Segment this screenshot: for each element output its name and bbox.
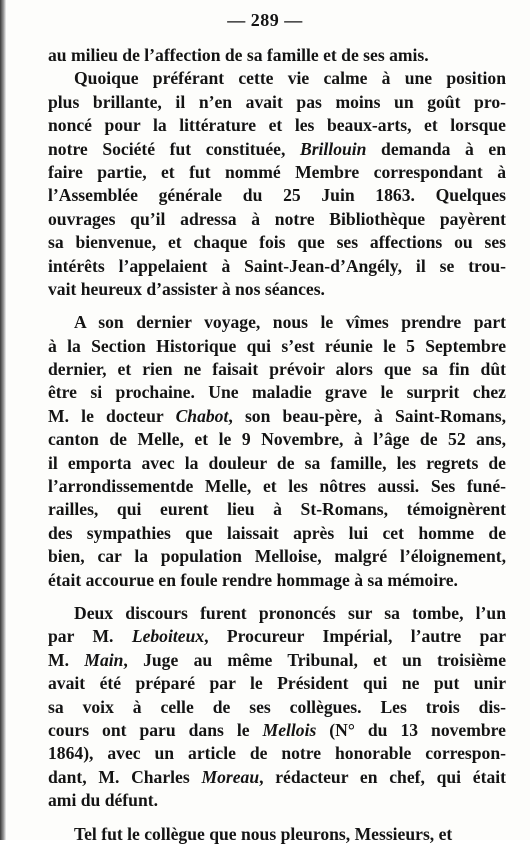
text-segment: (N° du 13 novembre [316, 719, 506, 740]
text-segment: il emporta avec la douleur de sa famille, les regrets de [48, 452, 506, 473]
text-segment: faire partie, et fut nommé Membre correspondant à [48, 161, 506, 182]
italic-name: Main [84, 649, 124, 670]
text-segment: Quoique préférant cette vie calme à une position [74, 68, 506, 89]
text-line [48, 67, 506, 90]
text-line [48, 672, 506, 695]
text-segment: était accourue en foule rendre hommage à sa mémoire. [48, 569, 458, 590]
text-line [48, 208, 506, 231]
text-line [48, 569, 506, 592]
text-segment: M. le docteur [48, 405, 176, 426]
text-line [48, 335, 506, 358]
text-line [48, 184, 506, 207]
text-line [48, 522, 506, 545]
text-segment: vait heureux d’assister à nos séances. [48, 278, 325, 299]
text-segment: noncé pour la littérature et les beaux-arts, et lorsque [48, 115, 506, 136]
text-line [48, 381, 506, 404]
text-segment: ami du défunt. [48, 790, 158, 811]
text-line [48, 231, 506, 254]
text-segment: au milieu de l’affection de sa famille et de ses amis. [48, 45, 429, 65]
italic-name: Brillouin [299, 138, 367, 159]
text-segment: demanda à en [366, 138, 506, 159]
text-segment: 1864), avec un article de notre honorable correspon- [48, 743, 506, 764]
italic-name: Moreau [201, 766, 260, 787]
text-line [48, 278, 506, 301]
text-segment: Deux discours furent prononcés sur sa tombe, l’un [74, 602, 506, 623]
text-segment: avait été préparé par le Président qui ne put unir [48, 673, 506, 694]
text-segment: M. [48, 649, 85, 670]
text-line [48, 696, 506, 719]
text-segment: railles, qui eurent lieu à St-Romans, témoignèrent [48, 499, 506, 520]
paragraph-gap [48, 592, 506, 602]
text-line [48, 823, 506, 846]
text-line [48, 452, 506, 475]
text-segment: plus brillante, il n’en avait pas moins un goût pro- [48, 91, 506, 112]
text-line [48, 91, 506, 114]
text-segment: dernier, et rien ne faisait prévoir alors que sa fin dût [48, 359, 506, 380]
text-segment: l’Assemblée générale du 25 Juin 1863. Quelques [48, 185, 506, 206]
text-line [48, 625, 506, 648]
italic-name: Leboiteux [131, 626, 205, 647]
text-line [48, 475, 506, 498]
text-line [48, 255, 506, 278]
text-segment: être si prochaine. Une maladie grave le surprit chez [48, 382, 506, 403]
text-line [48, 545, 506, 568]
text-line [48, 428, 506, 451]
text-line [48, 358, 506, 381]
text-segment: l’arrondissementde Melle, et les nôtres aussi. Ses funé- [48, 476, 506, 497]
text-segment: bien, car la population Melloise, malgré l’éloignement, [48, 546, 506, 567]
text-line [48, 405, 506, 428]
text-line [48, 602, 506, 625]
italic-name: Chabot [175, 405, 229, 426]
italic-name: Mellois [262, 719, 317, 740]
text-segment: , son beau-père, à Saint-Romans, [228, 405, 506, 426]
text-segment: notre Société fut constituée, [48, 138, 300, 159]
text-segment: , Juge au même Tribunal, et un troisième [123, 649, 507, 670]
text-segment: dant, M. Charles [48, 766, 202, 787]
text-segment: à la Section Historique qui s’est réunie le 5 Septembre [48, 335, 506, 356]
text-segment: intérêts l’appelaient à Saint-Jean-d’Angély, il se trou- [48, 255, 506, 276]
body-text [48, 44, 506, 846]
text-segment: Tel fut le collègue que nous pleurons, Messieurs, et [74, 823, 453, 844]
text-line [48, 789, 506, 812]
text-line [48, 766, 506, 789]
text-segment: cours ont paru dans le [48, 719, 263, 740]
text-segment: sa bienvenue, et chaque fois que ses affections ou ses [48, 232, 506, 253]
text-segment: A son dernier voyage, nous le vîmes prendre part [74, 312, 506, 333]
text-segment: ouvrages qu’il adressa à notre Bibliothèque payèrent [48, 208, 506, 229]
text-line [48, 498, 506, 521]
text-line [48, 161, 506, 184]
text-line [48, 311, 506, 334]
text-line [48, 742, 506, 765]
text-segment: par M. [48, 626, 132, 647]
text-line [48, 44, 506, 67]
page-number: — 289 — [227, 10, 303, 30]
text-line [48, 649, 506, 672]
text-segment: canton de Melle, et le 9 Novembre, à l’âge de 52 ans, [48, 429, 506, 450]
text-line [48, 114, 506, 137]
paragraph-gap [48, 301, 506, 311]
paragraph-gap [48, 813, 506, 823]
text-line [48, 138, 506, 161]
text-segment: , Procureur Impérial, l’autre par [204, 626, 507, 647]
text-line [48, 719, 506, 742]
text-segment: des sympathies que laissait après lui cet homme de [48, 522, 506, 543]
page-edge-shadow [0, 0, 6, 840]
text-segment: , rédacteur en chef, qui était [259, 766, 506, 787]
text-segment: sa voix à celle de ses collègues. Les trois dis- [48, 696, 506, 717]
